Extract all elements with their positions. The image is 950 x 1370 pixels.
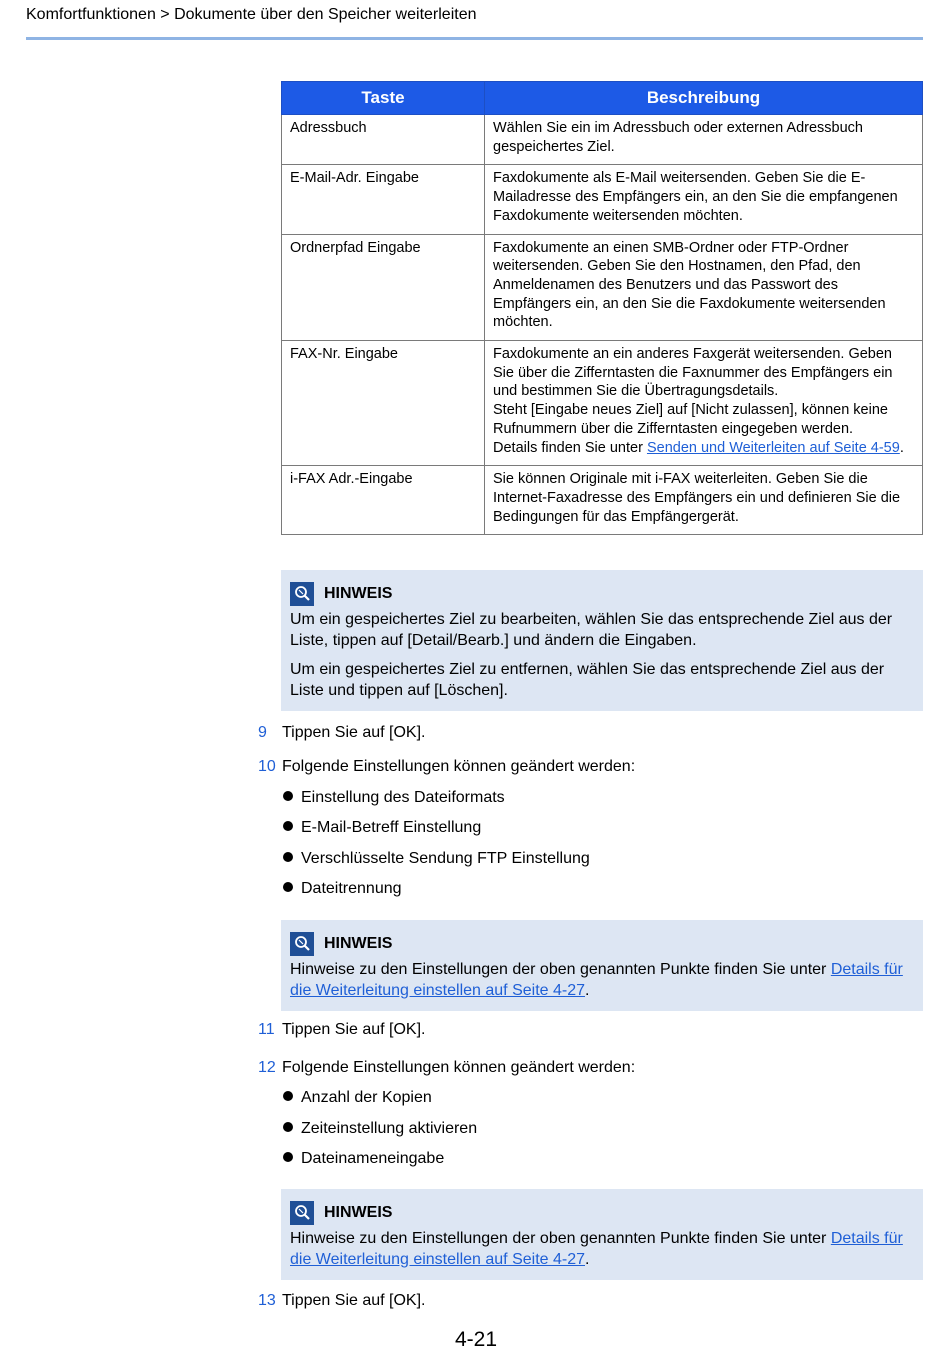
hint-text: Hinweise zu den Einstellungen der oben genannten Punkte finden Sie unter (290, 1230, 831, 1247)
table-row (282, 115, 923, 165)
cross-reference-link[interactable]: Details für die Weiterleitung einstellen auf Seite 4-27 (290, 961, 903, 999)
list-item (283, 1089, 432, 1107)
breadcrumb: Komfortfunktionen > Dokumente über den Speicher weiterleiten (26, 6, 477, 23)
key-cell: Ordnerpfad Eingabe (282, 234, 485, 341)
list-item-text: Zeiteinstellung aktivieren (301, 1120, 478, 1137)
list-item (283, 1150, 444, 1168)
hint-header (290, 582, 914, 606)
table-row (282, 234, 923, 341)
page-number: 4-21 (455, 1328, 498, 1351)
list-item-text: Dateinameneingabe (301, 1150, 445, 1167)
hint-title: HINWEIS (324, 1203, 393, 1221)
bullet-dot-icon (283, 1091, 293, 1101)
hint-title: HINWEIS (324, 584, 393, 602)
header-divider (26, 37, 923, 40)
hint-paragraph (290, 960, 914, 1001)
list-item (283, 850, 590, 868)
hint-paragraph: Um ein gespeichertes Ziel zu bearbeiten, wählen Sie das entsprechende Ziel aus der Liste, tippen auf [Detail/Bearb.] und ändern die Eingaben. (290, 611, 893, 649)
description-text: Faxdokumente an ein anderes Faxgerät weitersenden. Geben Sie über die Zifferntasten die Faxnummer des Empfängers ein und bestimmen Sie die Übertragungsdetails. (493, 346, 893, 400)
step-12 (258, 1059, 635, 1077)
key-cell: E-Mail-Adr. Eingabe (282, 165, 485, 234)
hint-text: . (585, 981, 590, 999)
step-10 (258, 758, 635, 776)
table-row (282, 165, 923, 234)
step-number: 13 (258, 1292, 276, 1309)
step-number: 9 (258, 724, 267, 741)
list-item-text: Dateitrennung (301, 880, 402, 897)
table-row (282, 341, 923, 466)
hint-title: HINWEIS (324, 934, 393, 952)
step-13 (258, 1292, 425, 1310)
list-item (283, 819, 481, 837)
column-header-description: Beschreibung (485, 82, 923, 115)
description-cell: Faxdokumente an einen SMB-Ordner oder FTP-Ordner weitersenden. Geben Sie den Hostnamen, den Pfad, den Anmeldenamen des Benutzers und das Passwort des Empfängers ein, an den Sie die Faxdokumente weitersenden möchten. (485, 234, 923, 341)
table-header-row (282, 82, 923, 115)
bullet-dot-icon (283, 821, 293, 831)
step-text: Tippen Sie auf [OK]. (282, 1021, 426, 1038)
bullet-dot-icon (283, 1122, 293, 1132)
description-text: . (899, 439, 904, 456)
hint-magnifier-icon (290, 932, 314, 956)
hint-header (290, 932, 914, 956)
cross-reference-link[interactable]: Senden und Weiterleiten auf Seite 4-59 (646, 439, 900, 456)
key-cell: i-FAX Adr.-Eingabe (282, 466, 485, 535)
hint-header (290, 1201, 914, 1225)
hint-paragraph (290, 1229, 914, 1270)
list-item (283, 789, 505, 807)
key-cell: FAX-Nr. Eingabe (282, 341, 485, 466)
hint-magnifier-icon (290, 582, 314, 606)
key-cell: Adressbuch (282, 115, 485, 165)
hint-box (281, 920, 923, 1011)
step-11 (258, 1021, 425, 1039)
description-text: Details finden Sie unter (493, 439, 647, 456)
column-header-key: Taste (282, 82, 485, 115)
description-cell: Sie können Originale mit i-FAX weiterleiten. Geben Sie die Internet-Faxadresse des Empfängers ein und definieren Sie die Bedingungen für das Empfängergerät. (485, 466, 923, 535)
description-text: Steht [Eingabe neues Ziel] auf [Nicht zulassen], können keine Rufnummern über die Zifferntasten eingegeben werden. (493, 402, 888, 437)
step-9 (258, 724, 425, 742)
hint-text: . (585, 1250, 590, 1268)
step-number: 10 (258, 758, 276, 775)
hint-magnifier-icon (290, 1201, 314, 1225)
hint-paragraph: Um ein gespeichertes Ziel zu entfernen, wählen Sie das entsprechende Ziel aus der Liste und tippen auf [Löschen]. (290, 661, 885, 699)
bullet-dot-icon (283, 852, 293, 862)
list-item (283, 1120, 477, 1138)
step-number: 12 (258, 1059, 276, 1076)
description-cell (485, 341, 923, 466)
step-text: Tippen Sie auf [OK]. (282, 724, 426, 741)
description-cell: Wählen Sie ein im Adressbuch oder externen Adressbuch gespeichertes Ziel. (485, 115, 923, 165)
step-text: Folgende Einstellungen können geändert werden: (282, 1059, 636, 1076)
hint-box (281, 1189, 923, 1280)
list-item-text: Einstellung des Dateiformats (301, 789, 505, 806)
list-item-text: E-Mail-Betreff Einstellung (301, 819, 482, 836)
hint-box (281, 570, 923, 711)
cross-reference-link[interactable]: Details für die Weiterleitung einstellen auf Seite 4-27 (290, 1230, 903, 1268)
key-description-table (281, 81, 923, 535)
description-cell: Faxdokumente als E-Mail weitersenden. Geben Sie die E-Mailadresse des Empfängers ein, an den Sie die empfangenen Faxdokumente weitersenden möchten. (485, 165, 923, 234)
bullet-dot-icon (283, 882, 293, 892)
bullet-dot-icon (283, 1152, 293, 1162)
list-item-text: Anzahl der Kopien (301, 1089, 432, 1106)
hint-text: Hinweise zu den Einstellungen der oben genannten Punkte finden Sie unter (290, 961, 831, 978)
bullet-dot-icon (283, 791, 293, 801)
step-text: Tippen Sie auf [OK]. (282, 1292, 426, 1309)
step-number: 11 (258, 1021, 275, 1038)
list-item (283, 880, 402, 898)
step-text: Folgende Einstellungen können geändert werden: (282, 758, 636, 775)
list-item-text: Verschlüsselte Sendung FTP Einstellung (301, 850, 590, 867)
table-row (282, 466, 923, 535)
